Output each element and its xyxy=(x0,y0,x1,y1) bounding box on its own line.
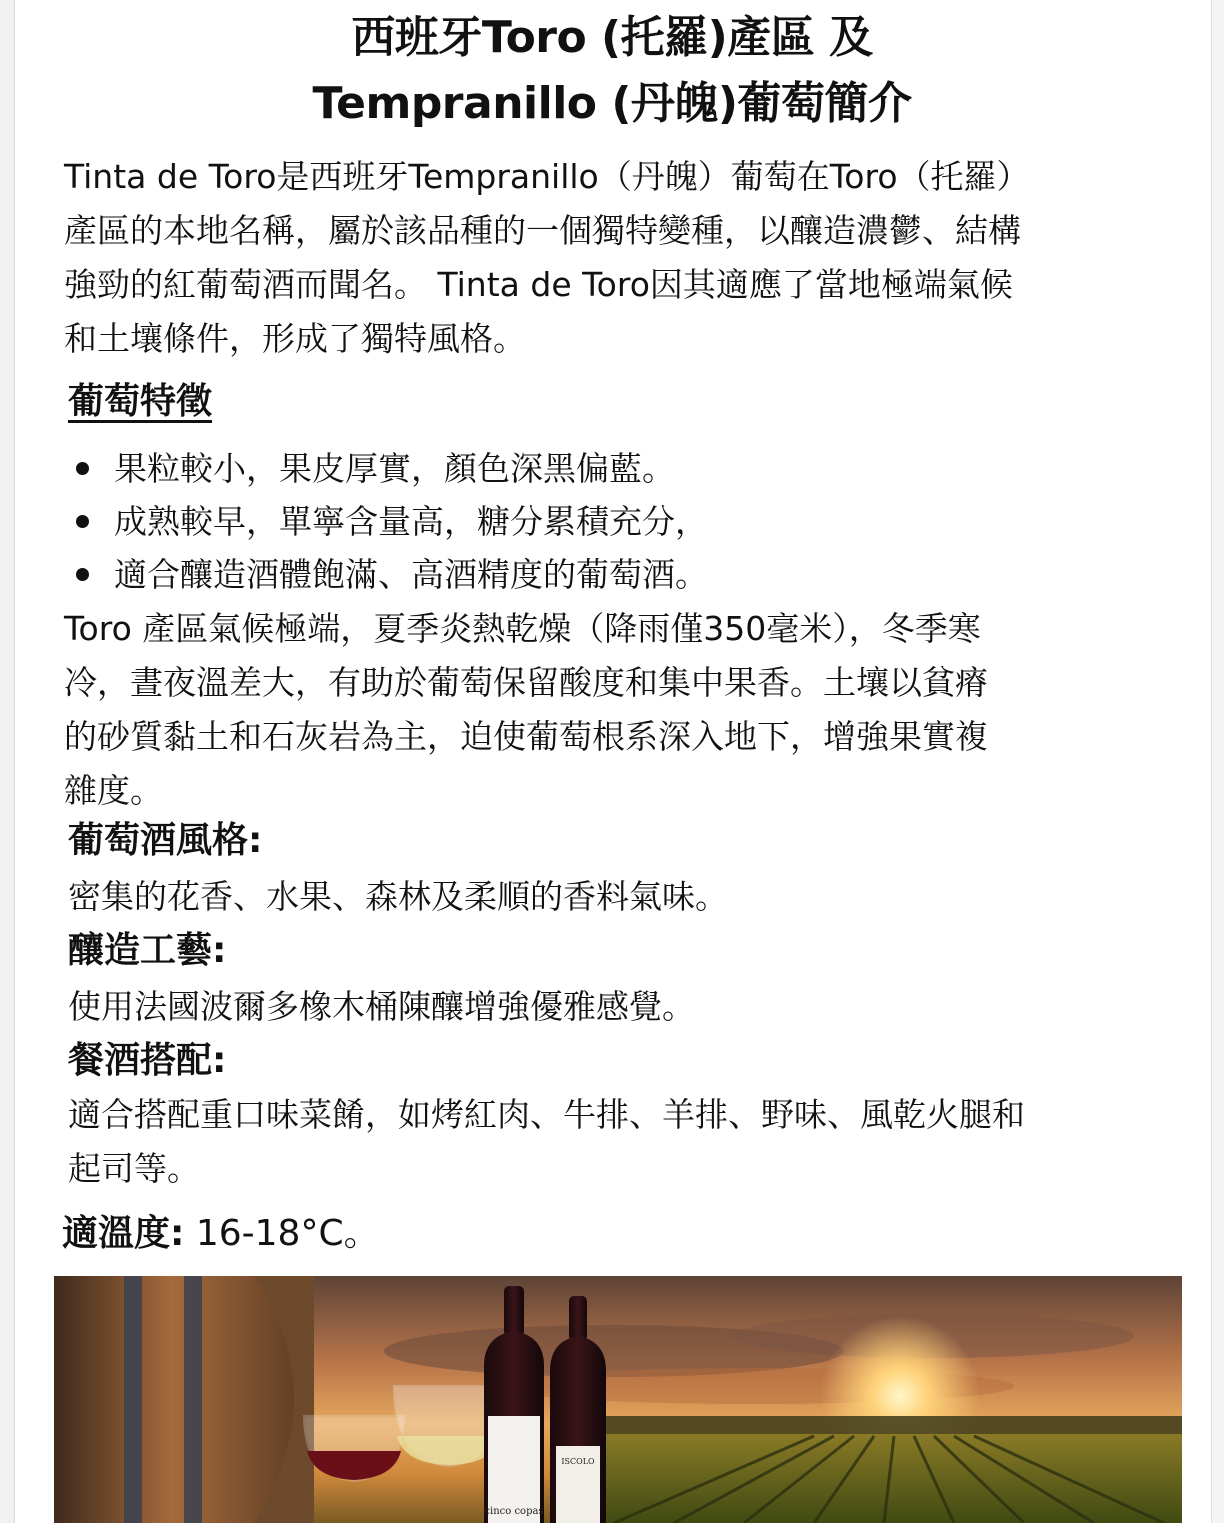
serving-temperature xyxy=(62,1206,380,1262)
page-title-line-2: Tempranillo (丹魄)葡萄簡介 xyxy=(312,78,912,129)
climate-line: 的砂質黏土和石灰岩為主，迫使葡萄根系深入地下，增強果實複 xyxy=(64,717,988,756)
grape-features-list xyxy=(70,442,708,601)
list-item-text: 成熟較早，單寧含量高，糖分累積充分， xyxy=(114,502,708,541)
left-page-edge xyxy=(0,0,15,1523)
climate-paragraph xyxy=(64,602,1164,818)
list-item xyxy=(70,548,708,601)
wine-vineyard-illustration xyxy=(54,1276,1182,1523)
grape-features-heading: 葡萄特徵 xyxy=(68,381,213,422)
bullet-icon xyxy=(76,462,89,475)
page-title-line-1: 西班牙Toro (托羅)產區 及 xyxy=(351,12,873,63)
bottle-neck xyxy=(569,1296,587,1341)
winemaking-heading: 釀造工藝: xyxy=(68,930,227,971)
intro-paragraph xyxy=(64,150,1164,366)
climate-line: 冷，晝夜溫差大，有助於葡萄保留酸度和集中果香。土壤以貧瘠 xyxy=(64,663,988,702)
climate-line: Toro 產區氣候極端，夏季炎熱乾燥（降雨僅350毫米），冬季寒 xyxy=(64,609,981,648)
winemaking-text: 使用法國波爾多橡木桶陳釀增強優雅感覺。 xyxy=(68,987,695,1026)
right-page-edge xyxy=(1211,0,1224,1523)
intro-line: 產區的本地名稱，屬於該品種的一個獨特變種，以釀造濃鬱、結構 xyxy=(64,211,1021,250)
list-item-text: 果粒較小，果皮厚實，顏色深黑偏藍。 xyxy=(114,449,675,488)
barrel-hoop xyxy=(124,1276,142,1523)
food-pairing-line: 適合搭配重口味菜餚，如烤紅肉、牛排、羊排、野味、風乾火腿和 xyxy=(68,1095,1025,1134)
intro-line: 和土壤條件，形成了獨特風格。 xyxy=(64,319,526,358)
wine-style-text: 密集的花香、水果、森林及柔順的香料氣味。 xyxy=(68,877,728,916)
serving-temperature-value: 16-18°C。 xyxy=(184,1213,380,1254)
bottle-label-left-text: cinco copas xyxy=(484,1506,544,1517)
food-pairing-line: 起司等。 xyxy=(68,1149,200,1188)
intro-line: Tinta de Toro是西班牙Tempranillo（丹魄）葡萄在Toro（托羅） xyxy=(64,157,1030,196)
wine-vineyard-photo xyxy=(54,1276,1182,1523)
bottle-label-right-text: ISCOLO xyxy=(561,1457,595,1466)
list-item-text: 適合釀造酒體飽滿、高酒精度的葡萄酒。 xyxy=(114,555,708,594)
bullet-icon xyxy=(76,568,89,581)
serving-temperature-label: 適溫度: xyxy=(62,1213,185,1254)
tree-line xyxy=(554,1416,1182,1434)
bullet-icon xyxy=(76,515,89,528)
food-pairing-text xyxy=(68,1088,1166,1196)
wine-style-heading: 葡萄酒風格: xyxy=(68,820,263,861)
food-pairing-heading: 餐酒搭配: xyxy=(68,1040,227,1081)
bottle-neck xyxy=(504,1286,524,1336)
climate-line: 雜度。 xyxy=(64,771,163,810)
intro-line: 強勁的紅葡萄酒而聞名。 Tinta de Toro因其適應了當地極端氣候 xyxy=(64,265,1013,304)
barrel-hoop xyxy=(184,1276,202,1523)
list-item xyxy=(70,495,708,548)
list-item xyxy=(70,442,708,495)
